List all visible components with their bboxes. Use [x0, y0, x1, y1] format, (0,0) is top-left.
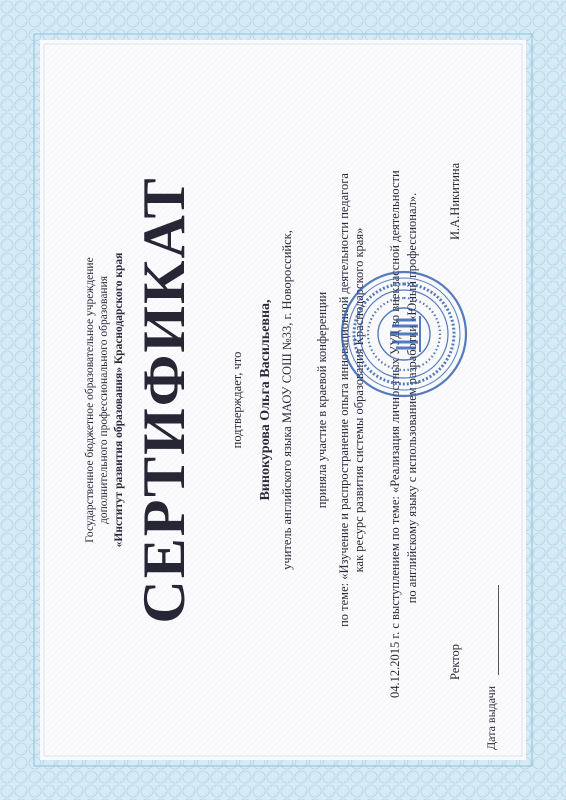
performance-line-2: по английскому языку с использованием разработки «Юный профессионал».: [405, 192, 419, 604]
confirms-text: подтверждает, что: [230, 351, 244, 449]
institution-line-1: Государственное бюджетное образовательное учреждение: [84, 257, 96, 543]
rector-name: И.А.Никитина: [448, 162, 462, 240]
theme-line-2: как ресурс развития системы образования Краснодарского края»: [352, 227, 366, 573]
recipient-position: учитель английского языка МАОУ СОШ №33, г. Новороссийск,: [280, 230, 294, 570]
issue-date-line: [498, 585, 499, 675]
recipient-name: Винокурова Ольга Васильевна,: [258, 299, 273, 501]
rector-label: Ректор: [448, 643, 462, 680]
official-seal-icon: [338, 268, 470, 400]
theme-line-1: по теме: «Изучение и распространение опыта инновационной деятельности педагога: [337, 173, 351, 627]
certificate-content: [40, 40, 526, 760]
institution-line-3: «Институт развития образования» Краснодарского края: [113, 252, 125, 548]
issue-date-label: Дата выдачи: [484, 685, 498, 750]
participation-text: приняла участие в краевой конференции: [315, 291, 329, 509]
institution-line-2: дополнительного профессионального образования: [98, 275, 110, 525]
performance-line-1: 04.12.2015 г. с выступлением по теме: «Реализация личностных УУД во внеклассной деятельности: [388, 170, 402, 698]
certificate-title: СЕРТИФИКАТ: [131, 176, 197, 624]
